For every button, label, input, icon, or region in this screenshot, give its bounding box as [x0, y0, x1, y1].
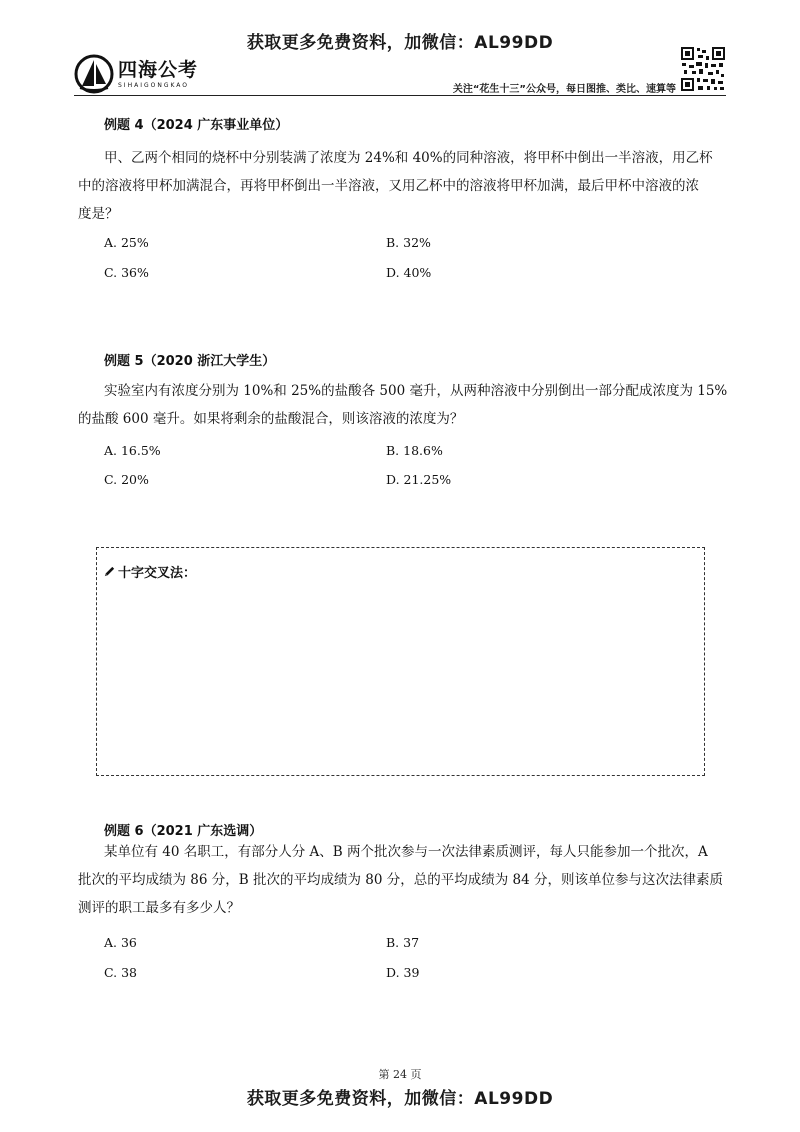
question-4-option-b: B. 32% — [386, 235, 431, 250]
question-6-option-a: A. 36 — [104, 935, 137, 950]
question-6-body — [78, 838, 728, 922]
question-6-option-d: D. 39 — [386, 965, 420, 980]
question-6-line: 某单位有 40 名职工，有部分人分 A、B 两个批次参与一次法律素质测评，每人只能参加一个批次，A — [104, 844, 708, 860]
method-note-box — [96, 547, 705, 776]
qr-code-icon — [680, 46, 726, 92]
question-5-option-a: A. 16.5% — [104, 443, 161, 458]
question-4-body — [78, 144, 728, 228]
question-6-option-b: B. 37 — [386, 935, 420, 950]
question-4-option-d: D. 40% — [386, 265, 432, 280]
question-4-line: 甲、乙两个相同的烧杯中分别装满了浓度为 24%和 40%的同种溶液，将甲杯中倒出一半溶液，用乙杯 — [104, 150, 713, 166]
question-6-option-c: C. 38 — [104, 965, 137, 980]
question-5-option-c: C. 20% — [104, 472, 149, 487]
question-6-line: 批次的平均成绩为 86 分，B 批次的平均成绩为 80 分，总的平均成绩为 84 分，则该单位参与这次法律素质 — [78, 872, 723, 888]
question-4-option-c: C. 36% — [104, 265, 149, 280]
question-6-line: 测评的职工最多有多少人？ — [78, 900, 240, 916]
brand-name-en: SIHAIGONGKAO — [118, 82, 190, 89]
sailboat-logo-icon — [74, 54, 114, 94]
question-4-line: 度是？ — [78, 206, 119, 222]
question-5-line: 实验室内有浓度分别为 10%和 25%的盐酸各 500 毫升，从两种溶液中分别倒出一部分配成浓度为 15% — [104, 383, 728, 399]
method-note-heading — [103, 562, 196, 581]
question-5-option-b: B. 18.6% — [386, 443, 443, 458]
page-number: 第 24 页 — [378, 1068, 422, 1081]
question-4-line: 中的溶液将甲杯加满混合，再将甲杯倒出一半溶液，又用乙杯中的溶液将甲杯加满，最后甲杯中溶液的浓 — [78, 178, 699, 194]
question-5-option-d: D. 21.25% — [386, 472, 452, 487]
question-4-title: 例题 4（2024 广东事业单位） — [104, 118, 289, 133]
top-promo-banner: 获取更多免费资料，加微信：AL99DD — [246, 33, 554, 53]
question-5-title: 例题 5（2020 浙江大学生） — [104, 354, 276, 369]
pencil-icon — [103, 565, 116, 578]
bottom-promo-banner: 获取更多免费资料，加微信：AL99DD — [246, 1089, 554, 1109]
question-5-body — [78, 377, 728, 433]
page-header — [74, 46, 726, 94]
method-note-label: 十字交叉法： — [118, 566, 197, 581]
question-4-option-a: A. 25% — [104, 235, 149, 250]
question-6-title: 例题 6（2021 广东选调） — [104, 824, 263, 839]
brand-logo — [74, 54, 198, 94]
brand-name-cn: 四海公考 — [118, 59, 199, 81]
question-5-line: 的盐酸 600 毫升。如果将剩余的盐酸混合，则该溶液的浓度为？ — [78, 411, 464, 427]
header-divider — [74, 95, 726, 96]
follow-note: 关注“花生十三”公众号，每日图推、类比、速算等 — [452, 84, 676, 95]
